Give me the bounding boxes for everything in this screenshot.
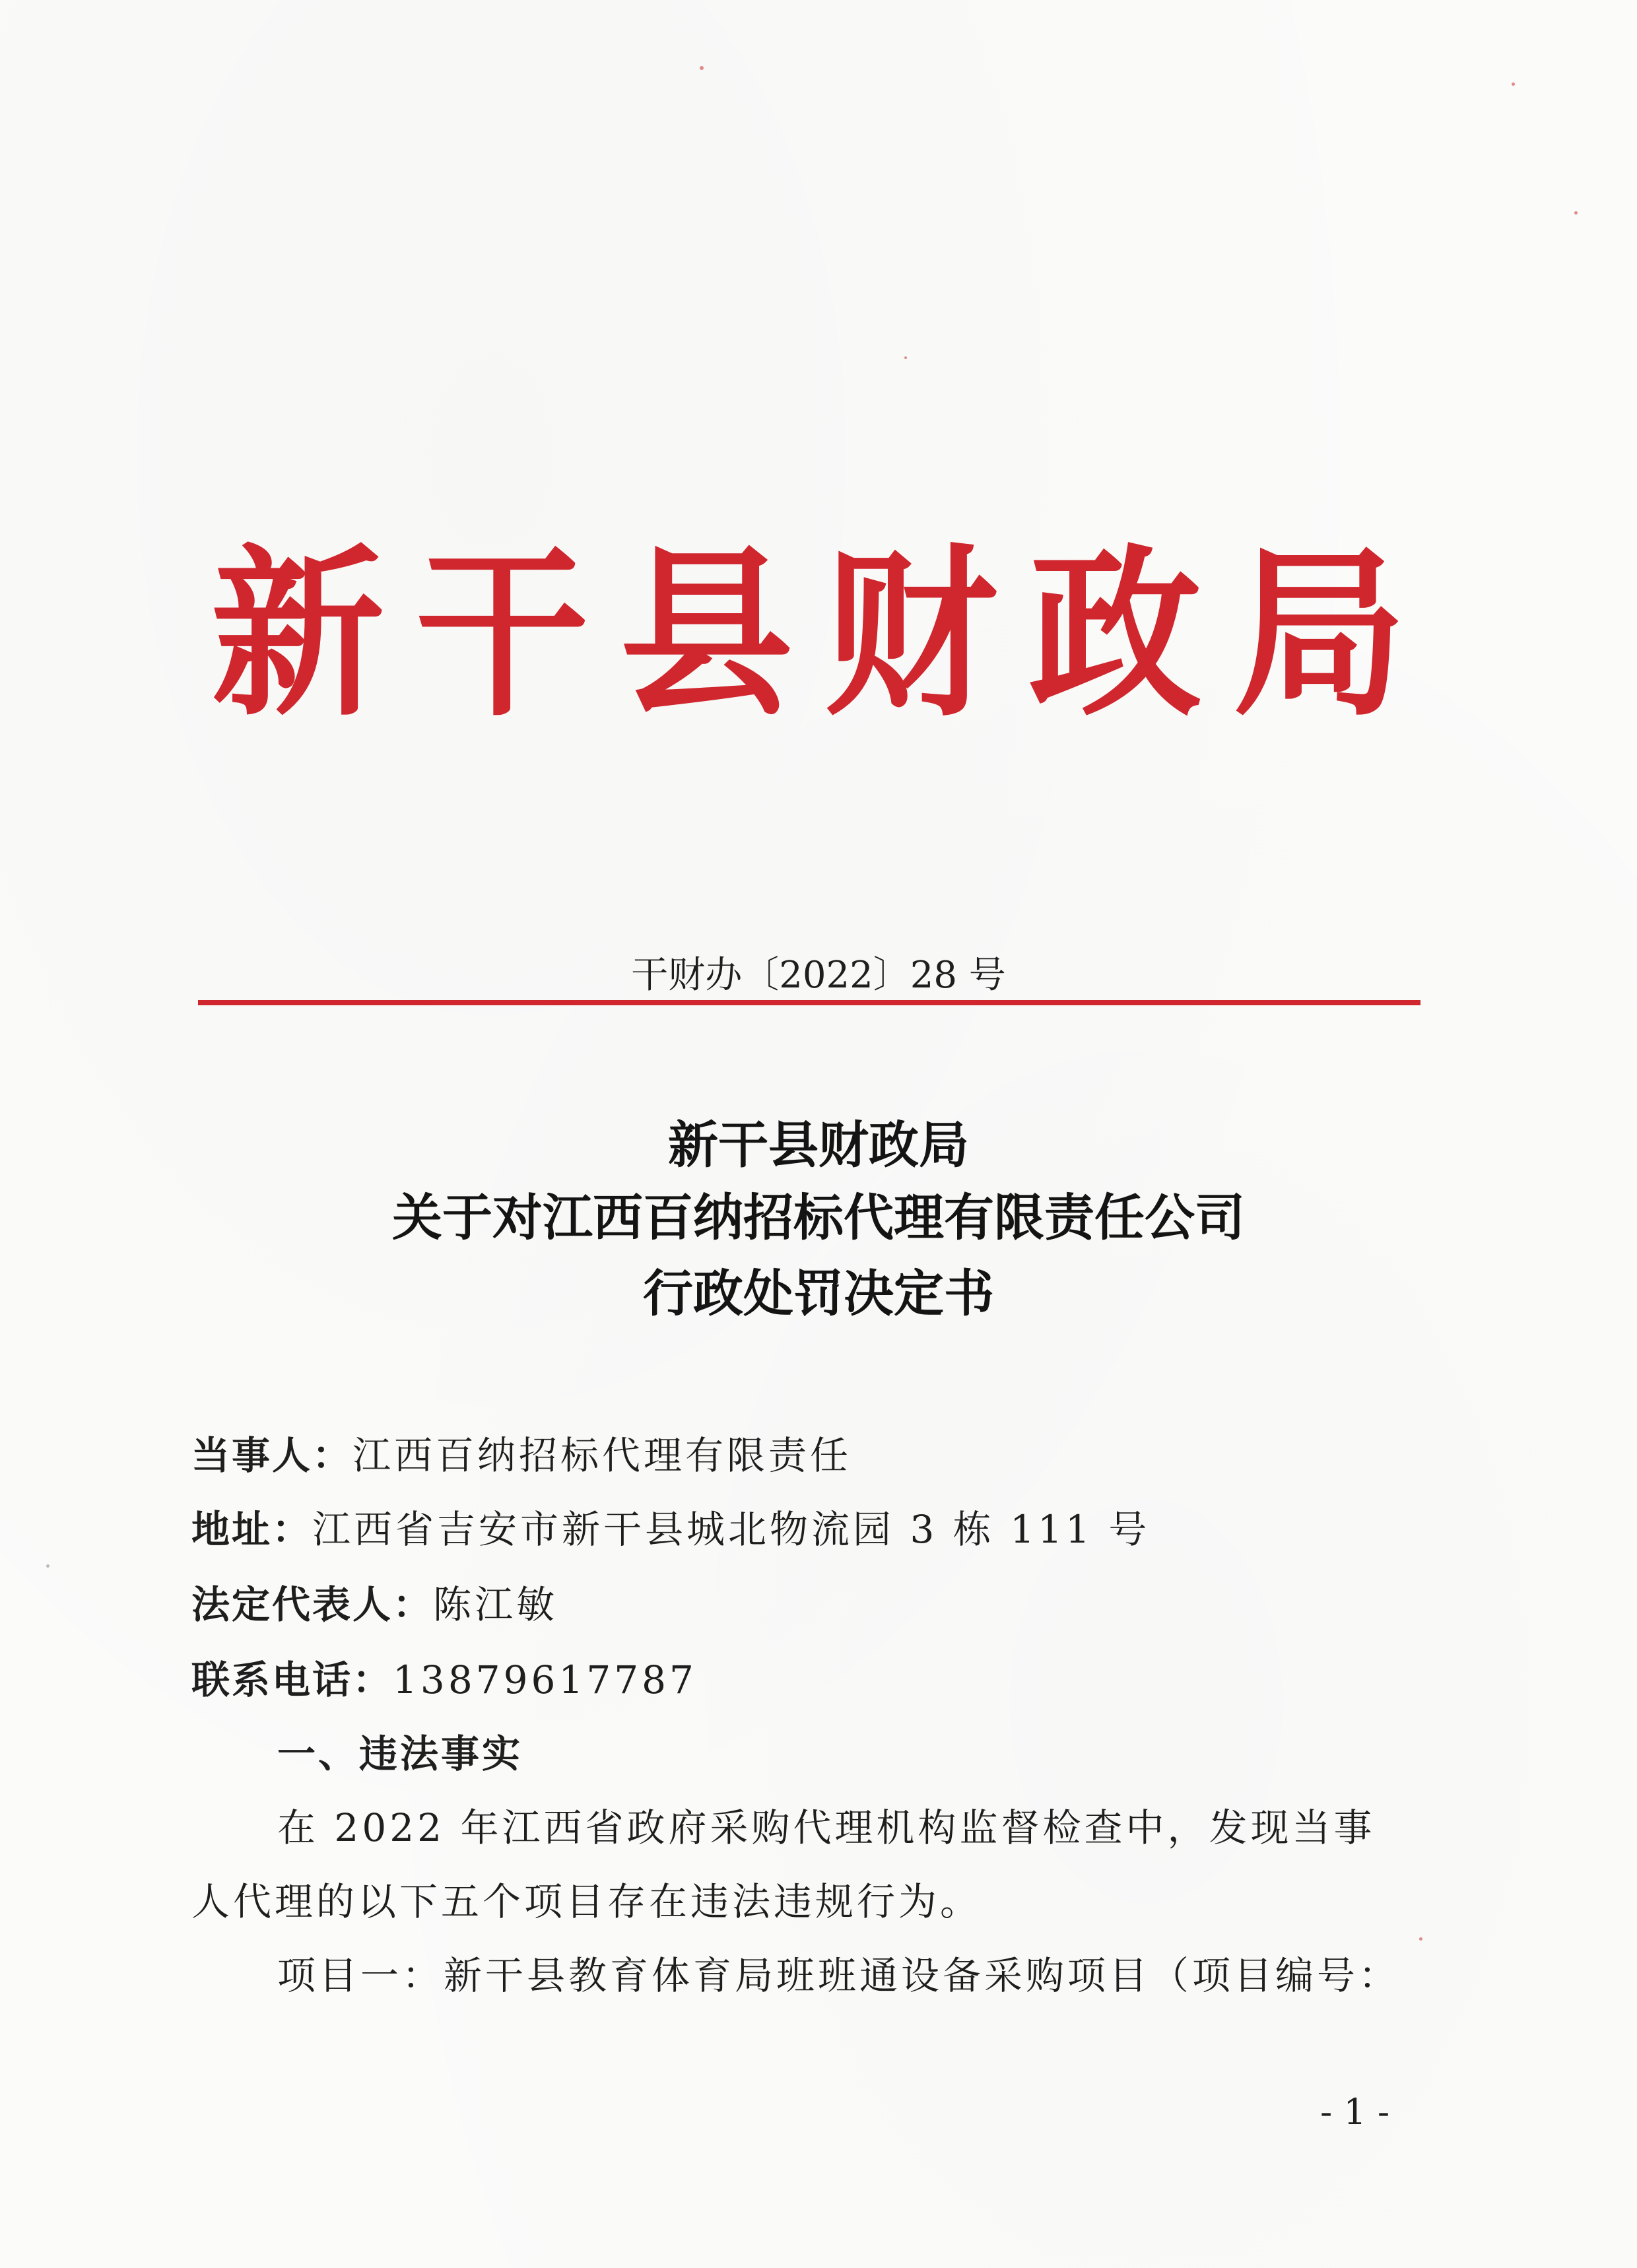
header-char: 财 — [824, 527, 997, 741]
address-value: 江西省吉安市新干县城北物流园 3 栋 111 号 — [312, 1507, 1151, 1552]
document-number: 干财办〔2022〕28 号 — [631, 954, 1006, 997]
header-char: 局 — [1232, 527, 1406, 741]
scan-speck — [1419, 1937, 1422, 1941]
issuing-authority-header — [211, 521, 1406, 746]
red-divider-line — [198, 1000, 1420, 1005]
party-label: 当事人： — [191, 1433, 353, 1478]
legal-representative-label: 法定代表人： — [191, 1582, 434, 1627]
header-char: 县 — [620, 527, 793, 741]
party-value: 江西百纳招标代理有限责任 — [352, 1433, 852, 1478]
paragraph-line: 在 2022 年江西省政府采购代理机构监督检查中，发现当事 — [277, 1805, 1376, 1850]
scan-speck — [1512, 83, 1515, 86]
scan-speck — [46, 1564, 50, 1568]
section-heading: 一、违法事实 — [277, 1731, 523, 1776]
scan-speck — [904, 356, 907, 359]
phone-label: 联系电话： — [191, 1657, 393, 1702]
phone-value: 13879617787 — [393, 1657, 697, 1702]
title-line-2: 关于对江西百纳招标代理有限责任公司 — [392, 1188, 1245, 1247]
page-number: - 1 - — [1320, 2091, 1390, 2133]
legal-representative-value: 陈江敏 — [433, 1582, 558, 1627]
scan-speck — [700, 66, 704, 70]
legal-representative-row — [191, 1575, 558, 1634]
paragraph-line: 人代理的以下五个项目存在违法违规行为。 — [191, 1879, 982, 1924]
header-char: 新 — [211, 527, 384, 741]
title-line-3: 行政处罚决定书 — [643, 1264, 994, 1323]
phone-row — [191, 1650, 697, 1710]
party-row — [191, 1426, 852, 1485]
title-line-1: 新干县财政局 — [668, 1116, 969, 1174]
scan-speck — [1574, 211, 1578, 215]
address-row — [191, 1500, 1150, 1559]
paragraph-line: 项目一：新干县教育体育局班班通设备采购项目（项目编号： — [277, 1953, 1401, 1998]
address-label: 地址： — [191, 1507, 313, 1552]
header-char: 干 — [415, 527, 589, 741]
header-char: 政 — [1028, 527, 1202, 741]
